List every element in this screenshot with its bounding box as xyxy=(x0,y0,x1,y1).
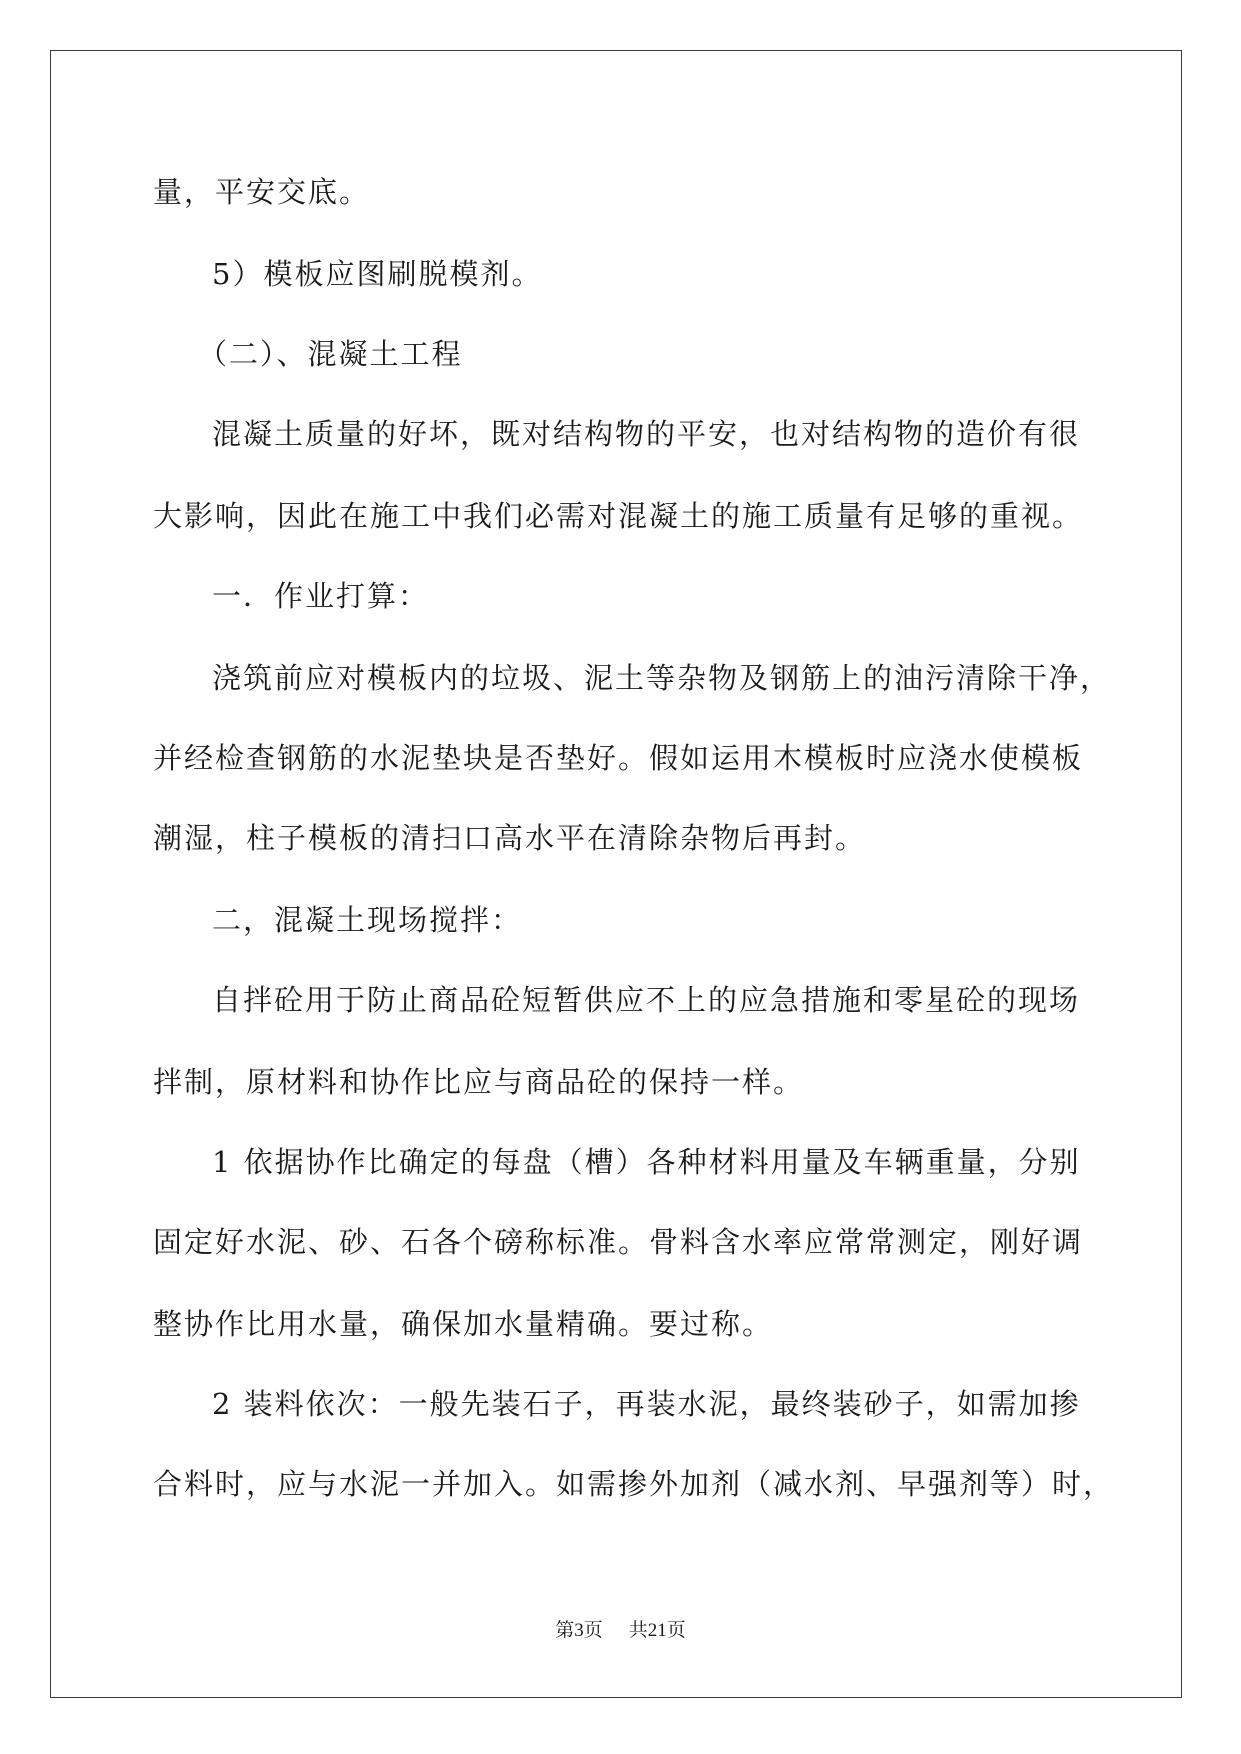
text-line: 潮湿，柱子模板的清扫口高水平在清除杂物后再封。 xyxy=(153,821,867,855)
text-line: 混凝土质量的好坏，既对结构物的平安，也对结构物的造价有很 xyxy=(212,417,1081,451)
text-line: 拌制，原材料和协作比应与商品砼的保持一样。 xyxy=(153,1065,805,1099)
page-total: 共21页 xyxy=(628,1620,686,1641)
text-line: 固定好水泥、砂、石各个磅称标准。骨料含水率应常常测定，刚好调 xyxy=(153,1225,1084,1259)
text-line: 浇筑前应对模板内的垃圾、泥土等杂物及钢筋上的油污清除干净， xyxy=(212,661,1112,695)
text-line: 1 依据协作比确定的每盘（槽）各种材料用量及车辆重量，分别 xyxy=(212,1145,1081,1179)
text-line: 自拌砼用于防止商品砼短暂供应不上的应急措施和零星砼的现场 xyxy=(212,983,1081,1017)
text-line: 整协作比用水量，确保加水量精确。要过称。 xyxy=(153,1307,774,1341)
page-number: 第3页 xyxy=(555,1620,603,1641)
text-line: 量，平安交底。 xyxy=(153,175,371,209)
subsection-heading: 一．作业打算： xyxy=(212,579,430,613)
page-border xyxy=(50,50,1182,1698)
page-footer xyxy=(0,1619,1241,1643)
text-line: 合料时，应与水泥一并加入。如需掺外加剂（减水剂、早强剂等）时， xyxy=(153,1467,1115,1501)
subsection-heading: 二，混凝土现场搅拌： xyxy=(212,903,523,937)
text-line: 2 装料依次：一般先装石子，再装水泥，最终装砂子，如需加掺 xyxy=(212,1387,1081,1421)
text-line: 并经检查钢筋的水泥垫块是否垫好。假如运用木模板时应浇水使模板 xyxy=(153,741,1084,775)
text-line: 5）模板应图刷脱模剂。 xyxy=(212,257,543,291)
text-line: 大影响，因此在施工中我们必需对混凝土的施工质量有足够的重视。 xyxy=(153,499,1084,533)
section-heading: （二）、混凝土工程 xyxy=(198,337,463,371)
